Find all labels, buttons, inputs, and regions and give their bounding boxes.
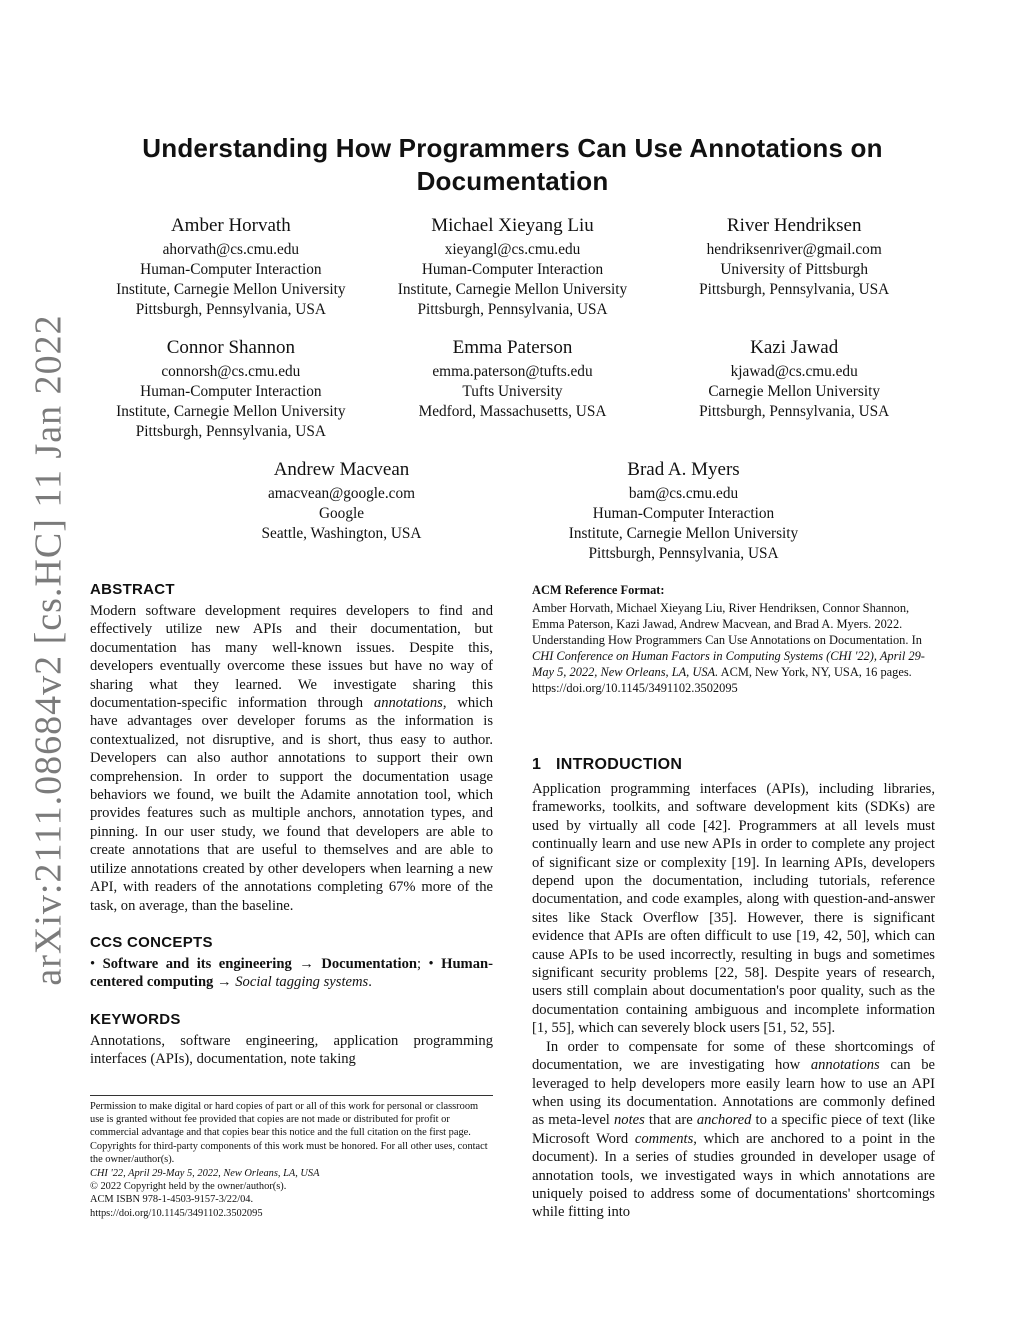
- intro-emphasis: annotations: [810, 1057, 880, 1074]
- author-name: Brad A. Myers: [627, 459, 740, 480]
- author-name: Andrew Macvean: [273, 459, 410, 480]
- paper-title: Understanding How Programmers Can Use Annotations on Documentation: [142, 133, 883, 196]
- abstract-emphasis: annotations: [373, 695, 443, 712]
- keywords-heading: KEYWORDS: [90, 1010, 181, 1028]
- ccs-period: .: [368, 974, 372, 991]
- author-location: Pittsburgh, Pennsylvania, USA: [135, 301, 326, 318]
- author-location: Medford, Massachusetts, USA: [418, 403, 607, 420]
- section-number: 1: [532, 756, 542, 773]
- arxiv-identifier-stamp: [8, 314, 90, 986]
- author-block: [90, 214, 372, 320]
- author-row-2: [90, 336, 935, 442]
- author-affiliation: Institute, Carnegie Mellon University: [116, 281, 346, 298]
- right-column: [532, 581, 935, 1222]
- author-name: Amber Horvath: [170, 215, 291, 236]
- author-email: hendriksenriver@gmail.com: [706, 241, 882, 258]
- intro-emphasis: notes: [613, 1112, 645, 1129]
- author-location: Pittsburgh, Pennsylvania, USA: [417, 301, 608, 318]
- author-affiliation: University of Pittsburgh: [720, 261, 868, 278]
- author-affiliation: Human-Computer Interaction: [592, 505, 775, 522]
- author-email: ahorvath@cs.cmu.edu: [162, 241, 300, 258]
- author-email: kjawad@cs.cmu.edu: [730, 363, 858, 380]
- author-affiliation: Carnegie Mellon University: [708, 383, 880, 400]
- author-email: bam@cs.cmu.edu: [628, 485, 739, 502]
- author-row-3: [90, 458, 935, 564]
- author-name: Michael Xieyang Liu: [431, 215, 594, 236]
- acm-reference-venue: CHI Conference on Human Factors in Computing Systems (CHI '22), April 29-May 5, 2022, New Orleans, LA, USA.: [532, 649, 925, 679]
- permission-text: Permission to make digital or hard copies of part or all of this work for personal or classroom use is granted without fee provided that copies are not made or distributed for profit or commercial advantage and that copies bear this notice and the full citation on the first page. Copyrights for third-party components of this work must be honored. For all other uses, contact the owner/author(s).: [90, 1100, 488, 1166]
- isbn-text: ACM ISBN 978-1-4503-9157-3/22/04.: [90, 1194, 254, 1206]
- introduction-paragraph-1: Application programming interfaces (APIs), including libraries, frameworks, toolkits, and software development kits (SDKs) are used by virtually all code [42]. Programmers at all levels must continually learn and use new APIs in order to complete any project of significant size or complexity [19]. In learning APIs, developers depend upon the documentation, including tutorials, reference documentation, and code examples, along with question-and-answer sites like Stack Overflow [35]. However, there is significant evidence that APIs are often difficult to use [19, 42, 50], which can cause APIs to be used incorrectly, resulting in bugs and sometimes significant security problems [22, 58]. Despite years of research, users still complain about documentation's poor quality, such as the documentation containing ambiguous and incomplete information [1, 55], which can severely block users [51, 52, 55].: [532, 781, 935, 1037]
- introduction-heading: [532, 756, 935, 774]
- intro-emphasis: comments: [634, 1130, 694, 1147]
- author-location: Pittsburgh, Pennsylvania, USA: [699, 403, 890, 420]
- author-affiliation: Human-Computer Interaction: [140, 261, 322, 278]
- author-affiliation: Google: [318, 505, 365, 522]
- left-column: [90, 581, 493, 1222]
- acm-reference-text: [532, 600, 935, 696]
- author-affiliation: Institute, Carnegie Mellon University: [116, 403, 346, 420]
- abstract-heading: ABSTRACT: [90, 581, 175, 598]
- author-affiliation: Human-Computer Interaction: [421, 261, 604, 278]
- ccs-arrow: →: [213, 974, 236, 991]
- ccs-concepts-heading: CCS CONCEPTS: [90, 933, 213, 951]
- author-block: [653, 336, 935, 442]
- author-name: River Hendriksen: [726, 215, 862, 236]
- author-email: amacvean@google.com: [267, 485, 416, 502]
- acm-reference-part: ACM, New York, NY, USA, 16 pages. https://doi.org/10.1145/3491102.3502095: [532, 665, 912, 695]
- copyright-text: © 2022 Copyright held by the owner/author(s).: [90, 1180, 287, 1192]
- intro-text-part: to a specific piece of text (like Microsoft Word: [532, 1112, 935, 1147]
- keywords-text: Annotations, software engineering, application programming interfaces (APIs), documentation, note taking: [90, 1032, 493, 1068]
- venue-text: CHI '22, April 29-May 5, 2022, New Orleans, LA, USA: [90, 1167, 320, 1179]
- author-block: [543, 458, 825, 564]
- author-affiliation: Human-Computer Interaction: [140, 383, 322, 400]
- ccs-bullet: •: [90, 955, 103, 972]
- doi-text: https://doi.org/10.1145/3491102.3502095: [90, 1207, 263, 1219]
- author-affiliation: Institute, Carnegie Mellon University: [568, 525, 799, 542]
- author-location: Pittsburgh, Pennsylvania, USA: [135, 423, 326, 440]
- author-name: Kazi Jawad: [750, 337, 839, 358]
- author-block: [372, 214, 654, 320]
- abstract-text: [90, 602, 493, 915]
- author-affiliation: Tufts University: [462, 383, 563, 400]
- author-email: connorsh@cs.cmu.edu: [161, 363, 301, 380]
- author-location: Seattle, Washington, USA: [261, 525, 422, 542]
- permission-footnote: [90, 1095, 493, 1221]
- author-email: xieyangl@cs.cmu.edu: [444, 241, 581, 258]
- abstract-text-part: Modern software development requires developers to find and effectively utilize new APIs and their documentation, but documentation has many well-known issues. Despite this, developers eventually overcome these issues but have no way of sharing what they learned. We investigate sharing this documentation-specific information through: [90, 603, 493, 712]
- abstract-text-part: , which have advantages over developer forums as the information is contextualized, not disruptive, and is short, thus easy to author. Developers can also author annotations to support their own comprehension. In order to support the documentation usage behaviors we found, we built the Adamite annotation tool, which provides features such as multiple anchors, annotation types, and pinning. In our user study, we found that developers are able to create annotations that are useful to themselves and are able to utilize annotations created by other developers when learning a new API, with readers of the annotations completing 67% more of the task, on average, than the baseline.: [90, 695, 493, 914]
- acm-reference-heading: ACM Reference Format:: [532, 583, 665, 597]
- author-block: [201, 458, 483, 564]
- ccs-concept: Social tagging systems: [235, 974, 369, 991]
- arxiv-identifier-text: arXiv:2111.08684v2 [cs.HC] 11 Jan 2022: [28, 314, 71, 986]
- ccs-arrow: →: [291, 955, 322, 972]
- author-name: Connor Shannon: [166, 337, 295, 358]
- ccs-concept: Documentation: [321, 955, 417, 972]
- intro-text-part: can be leveraged to help developers more easily learn how to use an API when using its documentation. Annotations are commonly defined as meta-level: [532, 1057, 935, 1129]
- ccs-concepts-text: [90, 955, 493, 992]
- paper-page: [90, 132, 935, 1222]
- body-columns: [90, 581, 935, 1222]
- intro-text-part: In order to compensate for some of these shortcomings of documentation, we are investigating how: [532, 1038, 935, 1074]
- intro-text-part: , which are anchored to a point in the document). In a series of studies grounded in developer usage of annotation tools, we investigated ways in which annotations are uniquely poised to address some of documentations' shortcomings while fitting into: [532, 1130, 935, 1221]
- intro-emphasis: anchored: [696, 1112, 752, 1129]
- section-title: INTRODUCTION: [556, 756, 683, 773]
- author-affiliation: Institute, Carnegie Mellon University: [397, 281, 628, 298]
- author-name: Emma Paterson: [452, 337, 573, 358]
- author-block: [90, 336, 372, 442]
- author-location: Pittsburgh, Pennsylvania, USA: [699, 281, 890, 298]
- ccs-concept: Human-centered computing: [90, 955, 493, 991]
- author-block: [372, 336, 654, 442]
- author-location: Pittsburgh, Pennsylvania, USA: [588, 545, 779, 562]
- introduction-paragraph-2: [532, 1038, 935, 1222]
- acm-reference-part: Amber Horvath, Michael Xieyang Liu, River Hendriksen, Connor Shannon, Emma Paterson, Kazi Jawad, Andrew Macvean, and Brad A. Myers. 2022. Understanding How Programmers Can Use Annotations on Documentation. In: [532, 601, 922, 647]
- author-email: emma.paterson@tufts.edu: [432, 363, 593, 380]
- intro-text-part: that are: [644, 1112, 697, 1129]
- author-row-1: [90, 214, 935, 320]
- ccs-separator: ; •: [416, 955, 442, 972]
- ccs-concept: Software and its engineering: [102, 955, 292, 972]
- author-block: [653, 214, 935, 320]
